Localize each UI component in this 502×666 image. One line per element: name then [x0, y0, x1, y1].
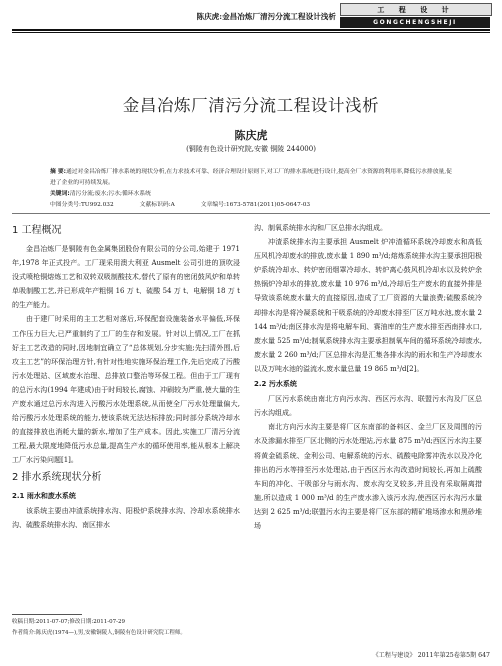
article-title: 金昌冶炼厂清污分流工程设计浅析: [122, 96, 380, 115]
right-paragraph: 南北方向污水沟主要是将厂区东南部的备料区、金兰厂区及周围的污水及渗漏水排至厂区北侧的污水处理站,污水量 875 m³/d;西区污水沟主要将黄金硫系统、金利公司、电解系统的污水、硫酸电除雾冲洗水以及冷化排出的污水等排至污水处理站,由于西区污水沟改造时间较长,再加上硫酸车间的冲化、干吸部分与雨水沟、废水沟交叉较多,并且没有采取隔离措施,所以造成 1 000 m³/d 的生产废水渗入该污水沟,使西区污水沟污水量达到 2 625 m³/d;联盟污水沟主要是将厂区东部的精矿堆场渗水和黑砂堆场: [254, 423, 482, 530]
abstract-label: 摘 要:: [50, 169, 66, 175]
abstract-separator: [12, 213, 490, 214]
keywords-text: 清污分流;废水;污水;循环水系统: [69, 191, 151, 197]
right-paragraph: 沟、制氧系统排水沟和厂区总排水沟组成。: [254, 224, 387, 232]
classification-line: [50, 200, 456, 211]
abstract-text: 通过对金昌冶炼厂排水系统的现状分析,在力求技术可靠、经济合理设计原则下,对工厂的排水系统进行设计,提高全厂水资源的利用率,降低污水排放量,促进了企业的可持续发展。: [50, 169, 452, 186]
article-author: 陈庆虎: [234, 129, 268, 142]
article-affiliation: (铜陵有色设计研究院,安徽 铜陵 244000): [186, 145, 316, 153]
clc-number: 中图分类号:TU992.032: [50, 202, 114, 208]
keywords: [50, 189, 456, 200]
right-subsection-heading: 2.2 污水系统: [254, 380, 297, 389]
received-date: 收稿日期:2011-07-07;修改日期:2011-07-29: [12, 619, 125, 625]
running-header: 陈庆虎:金昌冶炼厂清污分流工程设计浅析: [196, 12, 336, 21]
author-bio: 作者简介:陈庆虎(1974—),男,安徽铜陵人,铜陵有色设计研究院工程师。: [12, 630, 186, 636]
header-rule-thin: [12, 32, 490, 33]
right-column: [254, 221, 482, 533]
left-paragraph: 金昌冶炼厂是铜陵有色金属集团股份有限公司的分公司,始建于 1971 年,1978 年正式投产。工厂现采用澳大利亚 Ausmelt 公司引进的顶吹浸没式喷枪铜熔炼工艺和双转双吸制酸技术,替代了原有的密闭鼓风炉和单转单吸制酸工艺,并已形成年产粗铜 16 万 t、硫酸 54 万 t、电解铜 18 万 t 的生产能力。: [12, 245, 240, 310]
left-paragraph: 由于建厂时采用的主工艺相对落后,环保配套设施装备水平偏低,环保工作压力巨大,已严重制约了工厂的生存和发展。针对以上情况,工厂在抓好主工艺改造的同时,因地制宜确立了“总体规划,分步实施;先扫清外围,后攻主工艺”的环保治理方针,有针对性地实施环保治理工作,先后完成了污酸污水处理站、区域废水治理、总排放口整治等环保工程。但由于工厂现有的总污水沟(1994 年建成)由于时间较长,腐蚀、冲刷较为严重,使大量的生产废水通过总污水沟进入污酸污水处理系统,从而使全厂污水处理量偏大,给污酸污水处理系统的能力,使该系统无法达标排放;同时部分系统冷却水的直接排放也消耗大量的新水,增加了生产成本。因此,实施工厂清污分流工程,最大限度地降低污水总量,提高生产水的循环使用率,能从根本上解决工厂水污染问题[1]。: [12, 315, 240, 465]
left-section-heading: 1 工程概况: [12, 225, 62, 236]
keywords-label: 关键词:: [50, 191, 70, 197]
article-number: 文章编号:1673-5781(2011)05-0647-03: [200, 202, 311, 208]
left-subsection-heading: 2.1 雨水和废水系统: [12, 491, 76, 500]
footnote-rule: [12, 614, 82, 615]
journal-section-label: 工 程 设 计: [340, 3, 492, 16]
journal-section-pinyin: GONGCHENGSHEJI: [340, 17, 490, 28]
abstract: [50, 167, 456, 188]
left-section-heading: 2 排水系统现状分析: [12, 471, 102, 483]
right-paragraph: 厂区污水系统由南北方向污水沟、西区污水沟、联盟污水沟及厂区总污水沟组成。: [254, 395, 482, 418]
page-footer: 《工程与建设》 2011年第25卷第5期 647: [372, 652, 490, 659]
right-paragraph: 冲渣系统排水沟主要承担 Ausmelt 炉冲渣循环系统冷却废水和高低压风机冷却废水的排放,废水量 1 890 m³/d;熔炼系统排水沟主要承担阳极炉系统冷却水、转炉密闭烟罩冷却水、转炉离心鼓风机冷却水以及转炉余热锅炉冷却水的排放,废水量 10 976 m³/d,冷却后生产废水的直接外排是导致该系统废水量大的直接原因,造成了工厂资源的大量浪费;硫酸系统冷却排水沟是将冷凝系统和干吸系统的冷却废水排至厂区万吨水池,废水量 2 144 m³/d;南区排水沟是将电解车间、赛油库的生产废水排至西南排水口,废水量 525 m³/d;制氧系统排水沟主要承担制氧车间的循环系统冷却废水,废水量 2 260 m³/d;厂区总排水沟是汇集各排水沟的雨水和生产冷却废水以及万吨水池的溢流水,废水量总量 19 865 m³/d[2]。: [254, 238, 482, 373]
header-rule: [12, 29, 490, 31]
document-code: 文献标识码:A: [139, 202, 175, 208]
left-paragraph: 该系统主要由冲渣系统排水沟、阳极炉系统排水沟、冷却水系统排水沟、硫酸系统排水沟、南区排水: [12, 506, 240, 529]
left-column: [12, 221, 240, 532]
